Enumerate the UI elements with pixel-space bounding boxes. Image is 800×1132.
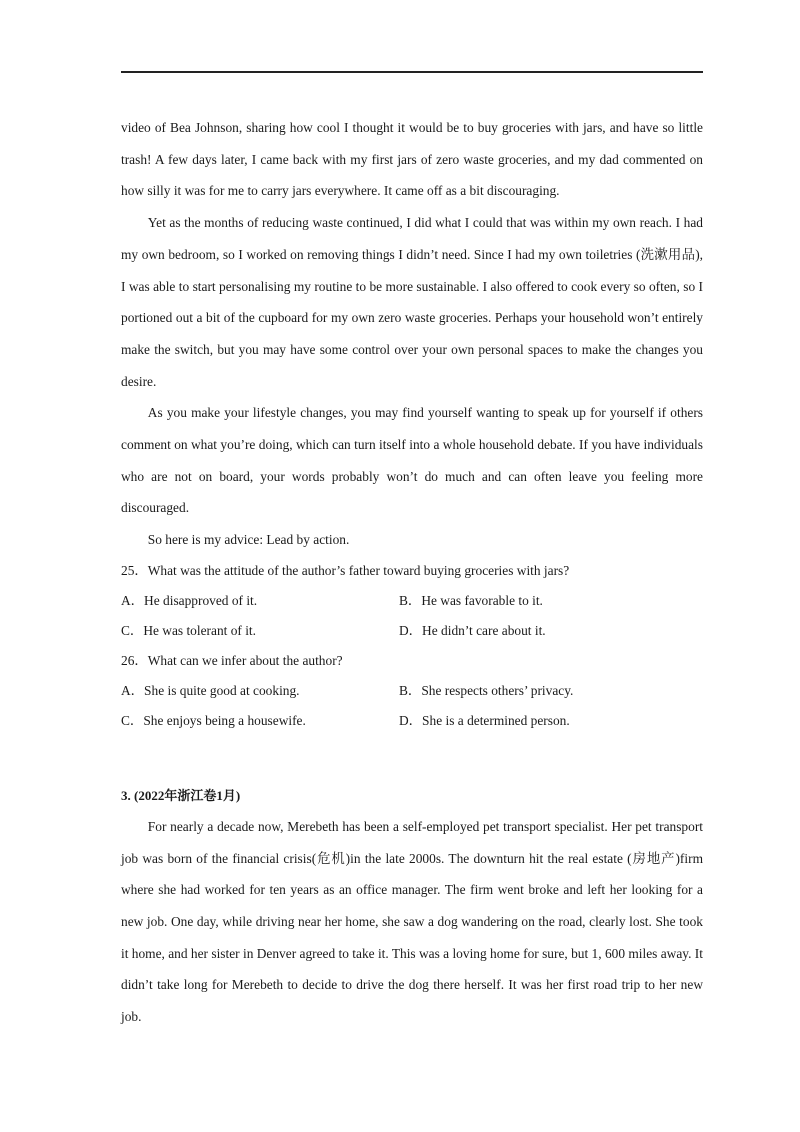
question-25-options bbox=[121, 586, 703, 646]
section-3-heading: 3. (2022年浙江卷1月) bbox=[121, 787, 241, 803]
q25-option-c: C．He was tolerant of it. bbox=[121, 622, 256, 638]
section-3-paragraph: For nearly a decade now, Merebeth has been a self-employed pet transport specialist. Her pet transport job was born of the financial crisis(危机)in the late 2000s. The downturn hit the real estate (房地产)firm where she had worked for ten years as an office manager. The firm went broke and left her looking for a new job. One day, while driving near her home, she saw a dog wandering on the road, clearly lost. She took it home, and her sister in Denver agreed to take it. This was a loving home for sure, but 1, 600 miles away. It didn’t take long for Merebeth to decide to drive the dog there herself. It was her first road trip to her new job. bbox=[121, 818, 703, 1025]
document-page bbox=[121, 112, 703, 1033]
question-26-options bbox=[121, 676, 703, 736]
q26-option-d: D．She is a determined person. bbox=[399, 712, 570, 728]
passage-paragraph-1: video of Bea Johnson, sharing how cool I thought it would be to buy groceries with jars, and have so little trash! A few days later, I came back with my first jars of zero waste groceries, and my dad commented on how silly it was for me to carry jars everywhere. It came off as a bit discouraging. bbox=[121, 120, 703, 199]
q25-option-a: A．He disapproved of it. bbox=[121, 592, 258, 608]
header-rule bbox=[121, 71, 703, 73]
passage-paragraph-2: Yet as the months of reducing waste continued, I did what I could that was within my own reach. I had my own bedroom, so I worked on removing things I didn’t need. Since I had my own toiletries (洗漱用品), I was able to start personalising my routine to be more sustainable. I also offered to cook every so often, so I portioned out a bit of the cupboard for my own zero waste groceries. Perhaps your household won’t entirely make the switch, but you may have some control over your own personal spaces to make the changes you desire. bbox=[121, 215, 703, 389]
passage-paragraph-3: As you make your lifestyle changes, you may find yourself wanting to speak up for yourself if others comment on what you’re doing, which can turn itself into a whole household debate. If you have individuals who are not on board, your words probably won’t do much and can often leave you feeling more discouraged. bbox=[121, 405, 703, 516]
question-25-stem: 25．What was the attitude of the author’s father toward buying groceries with jars? bbox=[121, 562, 570, 578]
question-26-stem: 26．What can we infer about the author? bbox=[121, 652, 343, 668]
q25-option-d: D．He didn’t care about it. bbox=[399, 622, 546, 638]
q26-option-a: A．She is quite good at cooking. bbox=[121, 682, 300, 698]
q26-option-c: C．She enjoys being a housewife. bbox=[121, 712, 306, 728]
q25-option-b: B．He was favorable to it. bbox=[399, 592, 543, 608]
passage-paragraph-4: So here is my advice: Lead by action. bbox=[147, 532, 350, 548]
q26-option-b: B．She respects others’ privacy. bbox=[399, 682, 574, 698]
